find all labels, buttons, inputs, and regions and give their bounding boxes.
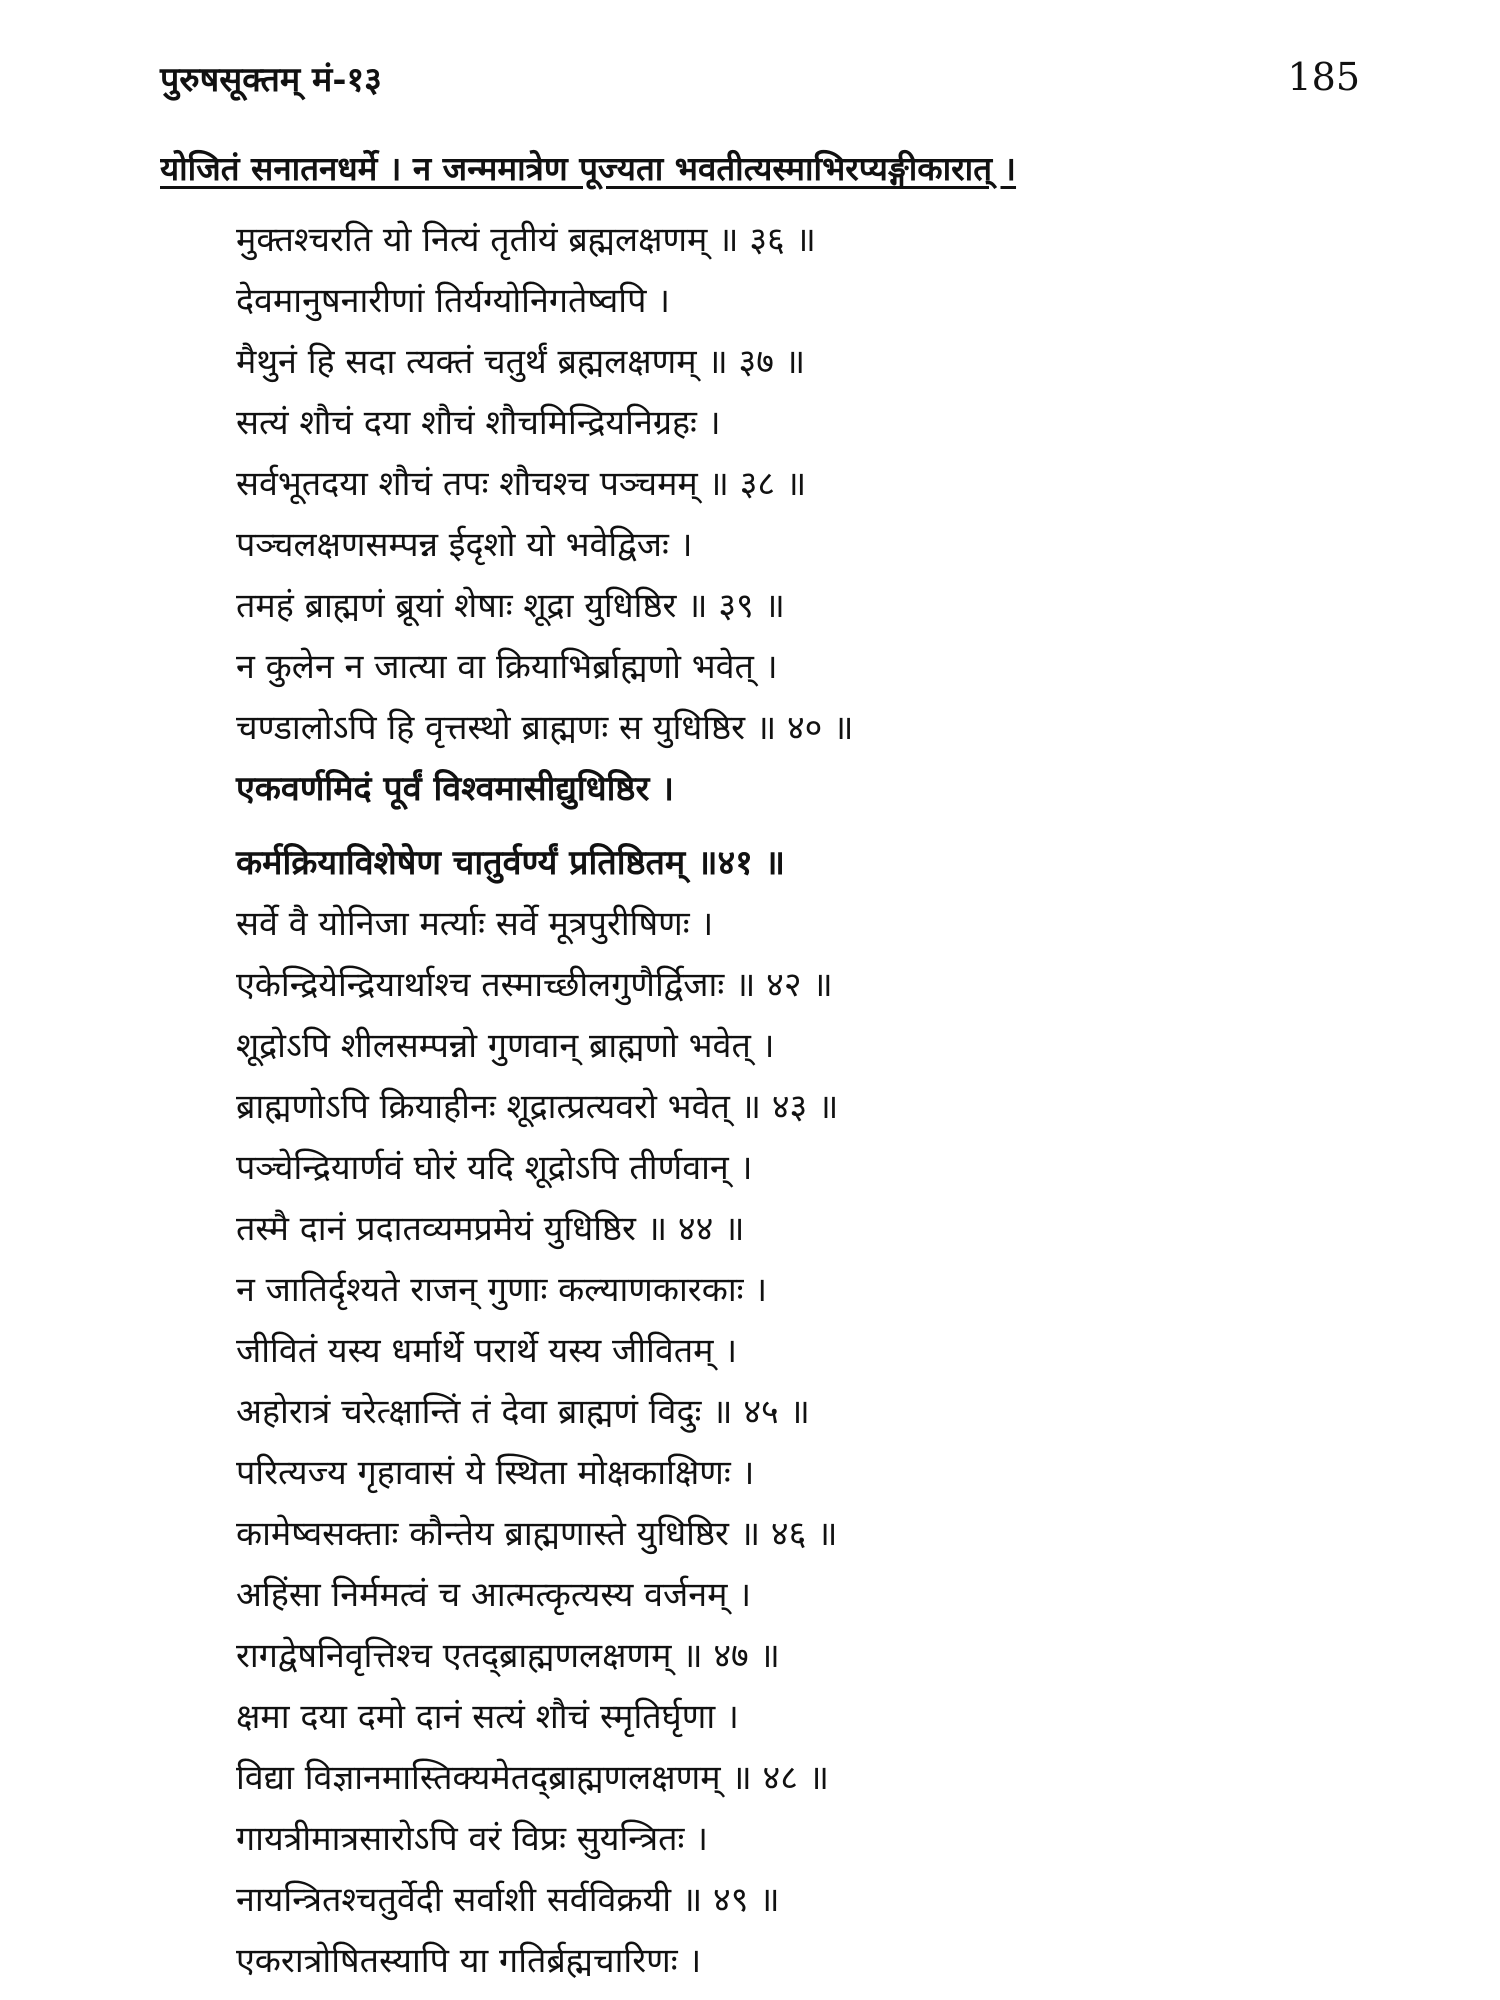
running-head: पुरुषसूक्तम् मं-१३ (160, 60, 382, 100)
verse-line: गायत्रीमात्रसारोऽपि वरं विप्रः सुयन्त्रितः । (236, 1819, 709, 1859)
verse-line: नायन्त्रितश्चतुर्वेदी सर्वाशी सर्वविक्रयी ॥ ४९ ॥ (236, 1880, 780, 1920)
verse-line: सर्वे वै योनिजा मर्त्याः सर्वे मूत्रपुरीषिणः । (236, 904, 714, 944)
verse-line: कामेष्वसक्ताः कौन्तेय ब्राह्मणास्ते युधिष्ठिर ॥ ४६ ॥ (236, 1514, 838, 1554)
verse-line: एकेन्द्रियेन्द्रियार्थाश्च तस्माच्छीलगुणैर्द्विजाः ॥ ४२ ॥ (236, 965, 833, 1005)
verse-line: एकरात्रोषितस्यापि या गतिर्ब्रह्मचारिणः । (236, 1941, 702, 1981)
verse-line: परित्यज्य गृहावासं ये स्थिता मोक्षकाक्षिणः । (236, 1453, 755, 1493)
verse-line: शूद्रोऽपि शीलसम्पन्नो गुणवान् ब्राह्मणो भवेत् । (236, 1026, 775, 1066)
continuation-line: योजितं सनातनधर्मे । न जन्ममात्रेण पूज्यता भवतीत्यस्माभिरप्यङ्गीकारात् । (160, 149, 1017, 188)
verse-line: चण्डालोऽपि हि वृत्तस्थो ब्राह्मणः स युधिष्ठिर ॥ ४० ॥ (236, 708, 854, 748)
verse-line: सत्यं शौचं दया शौचं शौचमिन्द्रियनिग्रहः । (236, 403, 721, 443)
verse-line: ब्राह्मणोऽपि क्रियाहीनः शूद्रात्प्रत्यवरो भवेत् ॥ ४३ ॥ (236, 1087, 839, 1127)
verse-line: मुक्तश्चरति यो नित्यं तृतीयं ब्रह्मलक्षणम् ॥ ३६ ॥ (236, 220, 816, 260)
verse-line: सर्वभूतदया शौचं तपः शौचश्च पञ्चमम् ॥ ३८ ॥ (236, 464, 807, 504)
verse-line: क्षमा दया दमो दानं सत्यं शौचं स्मृतिर्घृणा । (236, 1697, 739, 1737)
verse-line-bold: एकवर्णमिदं पूर्वं विश्वमासीद्युधिष्ठिर । (236, 769, 675, 809)
page-number: 185 (1287, 55, 1360, 99)
verse-line: अहिंसा निर्ममत्वं च आत्मत्कृत्यस्य वर्जनम् । (236, 1575, 752, 1615)
verse-line: पञ्चलक्षणसम्पन्न ईदृशो यो भवेद्विजः । (236, 525, 693, 565)
verse-line: न कुलेन न जात्या वा क्रियाभिर्ब्राह्मणो भवेत् । (236, 647, 778, 687)
verse-line: रागद्वेषनिवृत्तिश्च एतद्ब्राह्मणलक्षणम् ॥ ४७ ॥ (236, 1636, 780, 1676)
verse-line: मैथुनं हि सदा त्यक्तं चतुर्थं ब्रह्मलक्षणम् ॥ ३७ ॥ (236, 342, 806, 382)
verse-line: विद्या विज्ञानमास्तिक्यमेतद्ब्राह्मणलक्षणम् ॥ ४८ ॥ (236, 1758, 830, 1798)
verse-line-bold: कर्मक्रियाविशेषेण चातुर्वर्ण्यं प्रतिष्ठितम् ॥४१ ॥ (236, 843, 786, 883)
verse-line: अहोरात्रं चरेत्क्षान्तिं तं देवा ब्राह्मणं विदुः ॥ ४५ ॥ (236, 1392, 810, 1432)
verse-line: न जातिर्दृश्यते राजन् गुणाः कल्याणकारकाः । (236, 1270, 768, 1310)
verse-line: पञ्चेन्द्रियार्णवं घोरं यदि शूद्रोऽपि तीर्णवान् । (236, 1148, 753, 1188)
verse-line: तस्मै दानं प्रदातव्यमप्रमेयं युधिष्ठिर ॥ ४४ ॥ (236, 1209, 745, 1249)
verse-line: तमहं ब्राह्मणं ब्रूयां शेषाः शूद्रा युधिष्ठिर ॥ ३९ ॥ (236, 586, 785, 626)
verse-line: जीवितं यस्य धर्मार्थे परार्थे यस्य जीवितम् । (236, 1331, 738, 1371)
verse-list (236, 210, 1386, 1992)
verse-line: देवमानुषनारीणां तिर्यग्योनिगतेष्वपि । (236, 281, 671, 321)
